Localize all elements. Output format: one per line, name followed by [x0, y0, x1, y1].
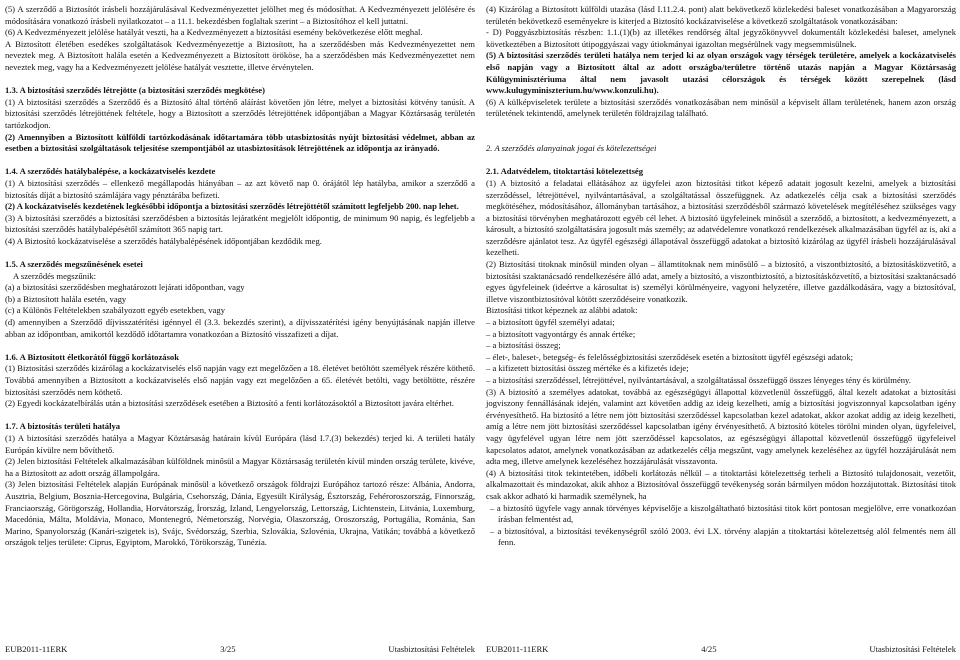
section-heading: 1.6. A Biztosított életkorától függő korlátozások [5, 351, 180, 362]
right-column [486, 4, 956, 549]
section-heading: 1.4. A szerződés hatálybalépése, a kockázatviselés kezdete [5, 166, 216, 177]
paragraph: (4) A Biztosító kockázatviselése a szerződés hatálybalépésének időpontjában kezdődik meg. [5, 235, 322, 246]
paragraph: (2) A kockázatviselés kezdetének legkésőbbi időpontja a biztosítási szerződés létrejöttétől számított legfeljebb 200. nap lehet. [5, 201, 459, 212]
footer-right [486, 644, 956, 655]
section-heading: 2.1. Adatvédelem, titoktartási kötelezettség [486, 166, 644, 177]
paragraph: A Biztosított életében esedékes szolgáltatások Kedvezményezettje a Biztosított, ha a szerződésben más Kedvezményezettet nem neveztek meg. A Biztosított halála esetén a Kedvezményezett a Biztosított örököse, ha a szerződésben más Kedvezményezettet nem neveztek meg, vagy ha a Kedvezményezett jelölése hatályát vesztette, illetve érvénytelen. [5, 38, 475, 72]
section-heading: 1.5. A szerződés megszűnésének esetei [5, 259, 143, 270]
paragraph: (5) A biztosítási szerződés területi hatálya nem terjed ki az olyan országok vagy térségek területére, amelyek a kockázatviselés első napján vagy a Biztosított által az adott országba/területre történő utazás napján a Magyar Köztársaság Külügyminisztériuma által nem javasolt utazási célországok és térségek között szerepelnek (lásd www.kulugyminiszterium.hu/www.konzuli.hu). [486, 50, 956, 96]
page-number: 3/25 [220, 644, 236, 654]
paragraph: (4) Kizárólag a Biztosított külföldi utazása (lásd I.11.2.4. pont) alatt bekövetkező közlekedési baleset vonatkozásában a Magyarország területén bekövetkező eseményekre is kiterjed a Biztosító kockázatviselése a következő szolgáltatások vonatkozásában: [486, 4, 956, 26]
paragraph: (1) A biztosítási szerződés – ellenkező megállapodás hiányában – az azt követő nap 0. órájától lép hatályba, amikor a szerződő a biztosítás díját a biztosító számlájára vagy pénztárába befizeti. [5, 177, 475, 200]
bullet-item: – a biztosítóval, a biztosítási tevékenységről szóló 2003. évi LX. törvény alapján a titoktartási kötelezettség alól felmentés nem áll fenn. [490, 525, 956, 548]
left-column [5, 4, 475, 549]
page-number: 4/25 [701, 644, 717, 654]
paragraph: (3) A biztosítási szerződés a biztosítási szerződésben a biztosítás lejáratként megjelölt időpontig, de minimum 90 napig, és legfeljebb a biztosítási szerződés hatálybalépésétől számított 365 napig tart. [5, 212, 475, 235]
paragraph: Biztosítási titkot képeznek az alábbi adatok: [486, 305, 638, 316]
chapter-heading: 2. A szerződés alanyainak jogai és kötelezettségei [486, 143, 657, 154]
paragraph: - D) Poggyászbiztosítás részben: 1.1.(1)(b) az illetékes rendőrség által jegyzőkönyvvel dokumentált közlekedési baleset, amelynek következtében a Biztosított útipoggyászai vagy útiokmányai igazoltan megsérülnek vagy megsemmisülnek. [486, 27, 956, 49]
section-heading: 1.3. A biztosítási szerződés létrejötte (a biztosítási szerződés megkötése) [5, 85, 265, 96]
list-item: (a) a biztosítási szerződésben meghatározott lejárati időpontban, vagy [5, 282, 245, 293]
paragraph: (2) Amennyiben a Biztosított külföldi tartózkodásának időtartamára több utasbiztosítás nyújt biztosítási védelmet, abban az esetben a biztosítási szolgáltatások teljesítése szempontjából az utasbiztosítások létrejöttének az időpontja az irányadó. [5, 131, 475, 154]
paragraph: (1) Biztosítási szerződés kizárólag a kockázatviselés első napján vagy ezt megelőzően a 18. életévet betöltött személyek részére köthető. Továbbá amennyiben a Biztosított a kockázatviselés első napján vagy ezt megelőzően a 65. életévét betölti, vagy betöltötte, részére biztosítási szerződés nem köthető. [5, 363, 475, 397]
paragraph: (4) A biztosítási titok tekintetében, időbeli korlátozás nélkül – a titoktartási kötelezettség terheli a Biztosító tulajdonosait, vezetőit, alkalmazottait és mindazokat, akik ahhoz a Biztosítóval összefüggő tevékenység során bármilyen módon hozzájutottak. Biztosítási titok csak akkor adható ki harmadik személynek, ha [486, 467, 956, 501]
bullet-item: – a biztosított ügyfél személyi adatai; [486, 317, 615, 328]
bullet-item: – a kifizetett biztosítási összeg mértéke és a kifizetés ideje; [486, 363, 689, 374]
doc-code: EUB2011-11ERK [486, 644, 549, 654]
bullet-item: – a biztosított vagyontárgy és annak értéke; [486, 328, 636, 339]
paragraph: (6) A Kedvezményezett jelölése hatályát veszti, ha a Kedvezményezett a biztosítási esemény bekövetkezése előtt meghal. [5, 27, 423, 38]
footer-left [5, 644, 475, 655]
paragraph: (1) A biztosítási szerződés a Szerződő és a Biztosító által történő aláírást követően jön létre, melyet a biztosítási kötvény tanúsít. A biztosítási szerződés létrejöttének feltétele, hogy a Biztosított a szerződés létrejöttének időpontjában a Magyar Köztársaság területén tartózkodjon. [5, 96, 475, 130]
paragraph: (1) A biztosító a feladatai ellátásához az ügyfelei azon biztosítási titkot képező adatait jogosult kezelni, amelyek a biztosítási szerződéssel, létrejöttével, nyilvántartásával, a szolgáltatással összefüggnek. Az adatkezelés célja csak a biztosítási szerződés megkötéséhez, módosításához, állományban tartásához, a biztosítási szerződésből származó követelések megítéléséhez szükséges vagy a biztosítási törvényben meghatározott egyéb cél lehet. A biztosító ügyfeleinek minősül a szerződő, a biztosított, a kedvezményezett, a károsult, a biztosító szolgáltatására jogosult más személy; az adatvédelemre vonatkozó rendelkezések alkalmazásában ügyfél az is, aki a szerződésre ajánlatot tesz. Az ügyfél egészségi állapotával összefüggő adatokat a biztosító kizárólag az ügyfél írásbeli hozzájárulásával kezelheti. [486, 177, 956, 258]
bullet-item: – a biztosítási összeg; [486, 340, 561, 351]
list-item: (b) a Biztosított halála esetén, vagy [5, 293, 127, 304]
doc-title: Utasbiztosítási Feltételek [869, 644, 956, 654]
list-item: (c) a Különös Feltételekben szabályozott egyéb esetekben, vagy [5, 305, 226, 316]
paragraph: (2) Jelen biztosítási Feltételek alkalmazásában külföldnek minősül a Magyar Köztársaság területén kívül minden ország területe, kivéve, ha a Biztosított az adott ország állampolgára. [5, 456, 475, 478]
paragraph: A szerződés megszűnik: [13, 270, 97, 281]
list-item: (d) amennyiben a Szerződő díjvisszatérítési igénnyel él (3.3. bekezdés szerint), a díjvisszatérítési igény benyújtásának napján illetve abban az időpontban, amikortól kezdődő időtartamra vonatkozóan a Biztosító visszafizeti a díjat. [5, 317, 475, 339]
paragraph: (3) A biztosító a személyes adatokat, továbbá az egészségügyi állapottal közvetlenül összefüggő, által kezelt adatokat a biztosítási jogviszony fennállásának idején, valamint azt követően addig az ideig kezelheti, amíg a biztosítási jogviszonnyal kapcsolatban igény érvényesíthető. Ha biztosító a létre nem jött biztosítási szerződéssel kapcsolatban kezel adatokat, akkor azokat addig az ideig kezelheti, amíg a létre nem jött biztosítási szerződéssel kapcsolatban igény érvényesíthető. A biztosító köteles törölni minden olyan, ügyfeleivel, vagy ügyfelével ugyan létre nem jött szerződéssel kapcsolatos, az egészségügyi állapottal közvetlenül összefüggő ügyfeleivel kapcsolatos adatot, amelynek vonatkozásában az adatkezelés célja megszűnt, vagy amelynek kezeléséhez az ügyfél hozzájárulását nem adta meg, illetve amelynek kezeléséhez hozzájárulását visszavonta. [486, 386, 956, 467]
paragraph: (2) Biztosítási titoknak minősül minden olyan – államtitoknak nem minősülő – a biztosító, a viszontbiztosító, a biztosításközvetítő, a biztosítási szaktanácsadó rendelkezésére álló adat, amely a biztosító, a viszontbiztosító, a biztosításközvetítő, a biztosítási szaktanácsadó egyes ügyfeleinek (ideértve a károsultat is) személyi körülményeire, vagyoni helyzetére, illetve gazdálkodására, vagy a biztosítóval, illetve viszontbiztosítóval kötött szerződéseire vonatkozik. [486, 259, 956, 304]
bullet-item: – a biztosító ügyfele vagy annak törvényes képviselője a kiszolgáltatható biztosítási titok kört pontosan megjelölve, erre vonatkozóan írásban felmentést ad, [490, 502, 956, 525]
paragraph: (5) A szerződő a Biztosítót írásbeli hozzájárulásával Kedvezményezettet jelölhet meg és módosíthat. A Kedvezményezett jelölésére és módosítására vonatkozó írásbeli nyilatkozatot – a 11.1. bekezdésben foglaltak szerint – a Biztosítóhoz el kell juttatni. [5, 4, 475, 26]
bullet-item: – a biztosítási szerződéssel, létrejöttével, nyilvántartásával, a szolgáltatással összefüggő összes lényeges tény és körülmény. [486, 375, 911, 385]
bullet-item: – élet-, baleset-, betegség- és felelősségbiztosítási szerződések esetén a biztosított ügyfél egészségi adatok; [486, 351, 854, 362]
section-heading: 1.7. A biztosítás területi hatálya [5, 421, 121, 432]
doc-title: Utasbiztosítási Feltételek [388, 644, 475, 654]
paragraph: (6) A külképviseletek területe a biztosítási szerződés vonatkozásában nem minősül a képviselt állam területének, hanem azon ország területének tekintendő, amelynek területén földrajzilag található. [486, 96, 956, 119]
paragraph: (3) Jelen biztosítási Feltételek alapján Európának minősül a következő országok földrajzi Európához tartozó része: Albánia, Andorra, Ausztria, Belgium, Bosznia-Hercegovina, Bulgária, Csehország, Dánia, Egyesült Királyság, Észtország, Fehéroroszország, Finnország, Franciaország, Görögország, Hollandia, Horvátország, Írország, Izland, Lengyelország, Lettország, Lichtenstein, Litvánia, Luxemburg, Macedónia, Málta, Moldávia, Monaco, Montenegró, Németország, Norvégia, Olaszország, Oroszország, Portugália, Románia, San Marino, Spanyolország (Kanári-szigetek is), Svájc, Svédország, Szerbia, Szlovákia, Szlovénia, Ukrajna, Vatikán; továbbá a következő országok teljes területe: Ciprus, Egyiptom, Marokkó, Törökország, Tunézia. [5, 479, 475, 548]
paragraph: (1) A biztosítási szerződés hatálya a Magyar Köztársaság határain kívül Európára (lásd I.7.(3) bekezdés) terjed ki. A területi hatály Európán kívülre nem bővíthető. [5, 432, 475, 455]
doc-code: EUB2011-11ERK [5, 644, 68, 654]
paragraph: (2) Egyedi kockázatelbírálás után a biztosítási szerződések esetében a Biztosító a fenti korlátozásoktól a Biztosított javára eltérhet. [5, 398, 454, 409]
